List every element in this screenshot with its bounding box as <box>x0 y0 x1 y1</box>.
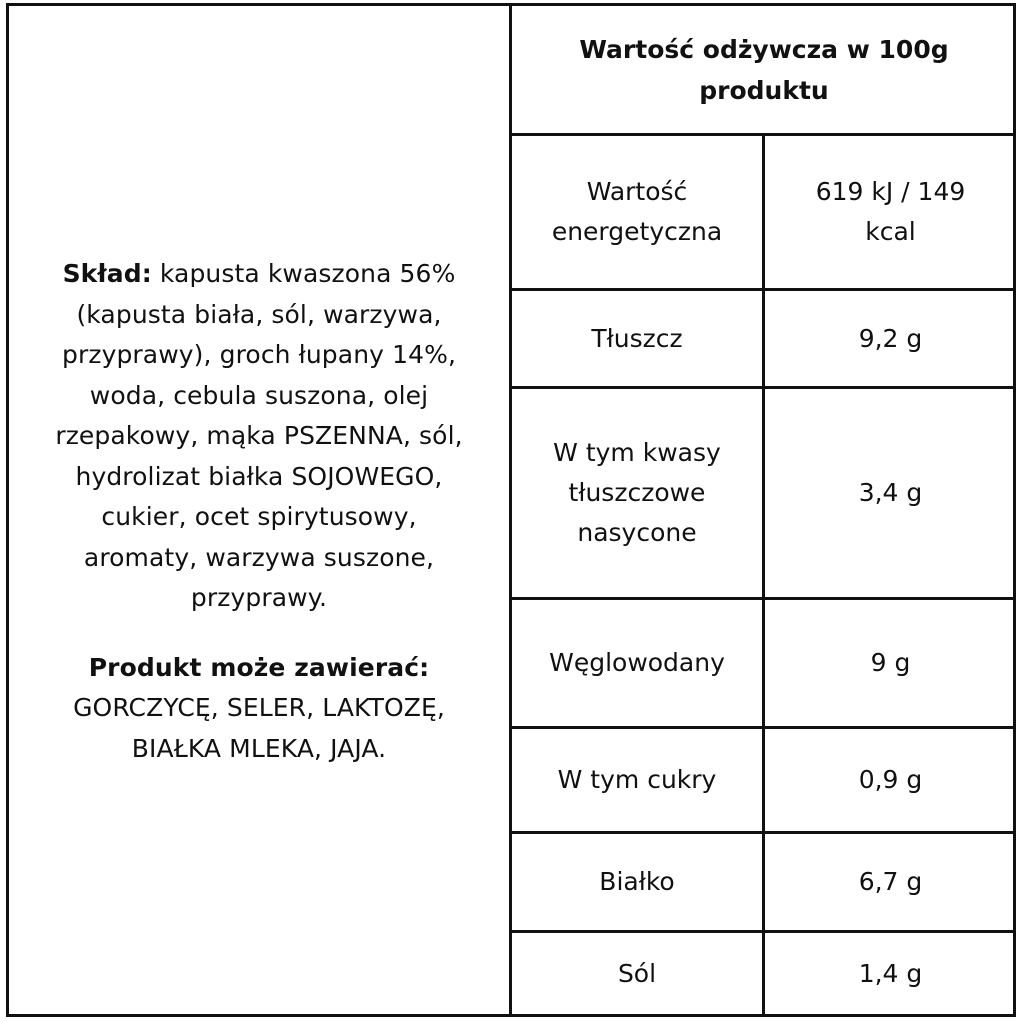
nutrient-value-line: 3,4 g <box>858 478 923 507</box>
nutrient-value-line: 9 g <box>870 648 911 677</box>
nutrient-name-line: nasycone <box>577 518 697 547</box>
nutrient-name <box>512 291 762 386</box>
nutrient-name-line: W tym kwasy <box>553 438 721 467</box>
nutrient-value <box>765 389 1016 597</box>
ingredients-line <box>24 254 494 295</box>
nutrient-name-line: tłuszczowe <box>568 478 706 507</box>
nutrient-name-line: Sól <box>617 958 657 988</box>
nutrient-value-line: 0,9 g <box>858 765 923 794</box>
nutrition-header <box>512 6 1016 133</box>
nutrient-value <box>765 729 1016 831</box>
ingredients-line: (kapusta biała, sól, warzywa, <box>76 299 442 329</box>
ingredients-line: aromaty, warzywa suszone, <box>83 542 435 572</box>
nutrient-value-line: 619 kJ / 149 <box>815 177 966 206</box>
allergen-line: BIAŁKA MLEKA, JAJA. <box>131 733 387 763</box>
nutrient-value <box>765 600 1016 726</box>
nutrient-value-line: 9,2 g <box>858 323 923 353</box>
nutrient-name-line: Wartość <box>586 177 688 206</box>
allergen-heading <box>24 648 494 689</box>
nutrition-header-line: produktu <box>699 75 829 105</box>
nutrient-name <box>512 834 762 930</box>
ingredients-line: przyprawy. <box>190 583 328 612</box>
nutrient-value-line: 6,7 g <box>858 867 923 896</box>
nutrient-name-line: Tłuszcz <box>591 323 683 353</box>
nutrient-value <box>765 291 1016 386</box>
nutrient-name <box>512 933 762 1014</box>
nutrient-value <box>765 136 1016 288</box>
ingredients-line: hydrolizat białka SOJOWEGO, <box>75 461 443 491</box>
ingredients-line: cukier, ocet spirytusowy, <box>101 502 417 531</box>
nutrient-value-line: 1,4 g <box>858 958 923 988</box>
allergen-heading-text: Produkt może zawierać: <box>88 652 430 682</box>
ingredients-line: rzepakowy, mąka PSZENNA, sól, <box>55 421 463 450</box>
ingredients-text: kapusta kwaszona 56% <box>151 259 456 288</box>
ingredients-line: przyprawy), groch łupany 14%, <box>62 340 456 369</box>
nutrient-name-line: W tym cukry <box>557 765 717 794</box>
nutrition-header-line: Wartość odżywcza w 100g <box>579 34 949 64</box>
nutrient-name <box>512 136 762 288</box>
ingredients-heading: Skład: <box>62 259 152 288</box>
nutrient-name <box>512 600 762 726</box>
nutrient-name-line: Białko <box>599 867 675 896</box>
ingredients-block <box>24 254 494 769</box>
nutrient-name-line: energetyczna <box>551 217 723 246</box>
nutrient-value <box>765 933 1016 1014</box>
ingredients-line: woda, cebula suszona, olej <box>89 380 429 410</box>
nutrient-value-line: kcal <box>865 217 916 246</box>
nutrient-name <box>512 729 762 831</box>
nutrient-name-line: Węglowodany <box>549 648 725 677</box>
nutrient-name <box>512 389 762 597</box>
nutrient-value <box>765 834 1016 930</box>
allergen-line: GORCZYCĘ, SELER, LAKTOZĘ, <box>73 693 445 722</box>
